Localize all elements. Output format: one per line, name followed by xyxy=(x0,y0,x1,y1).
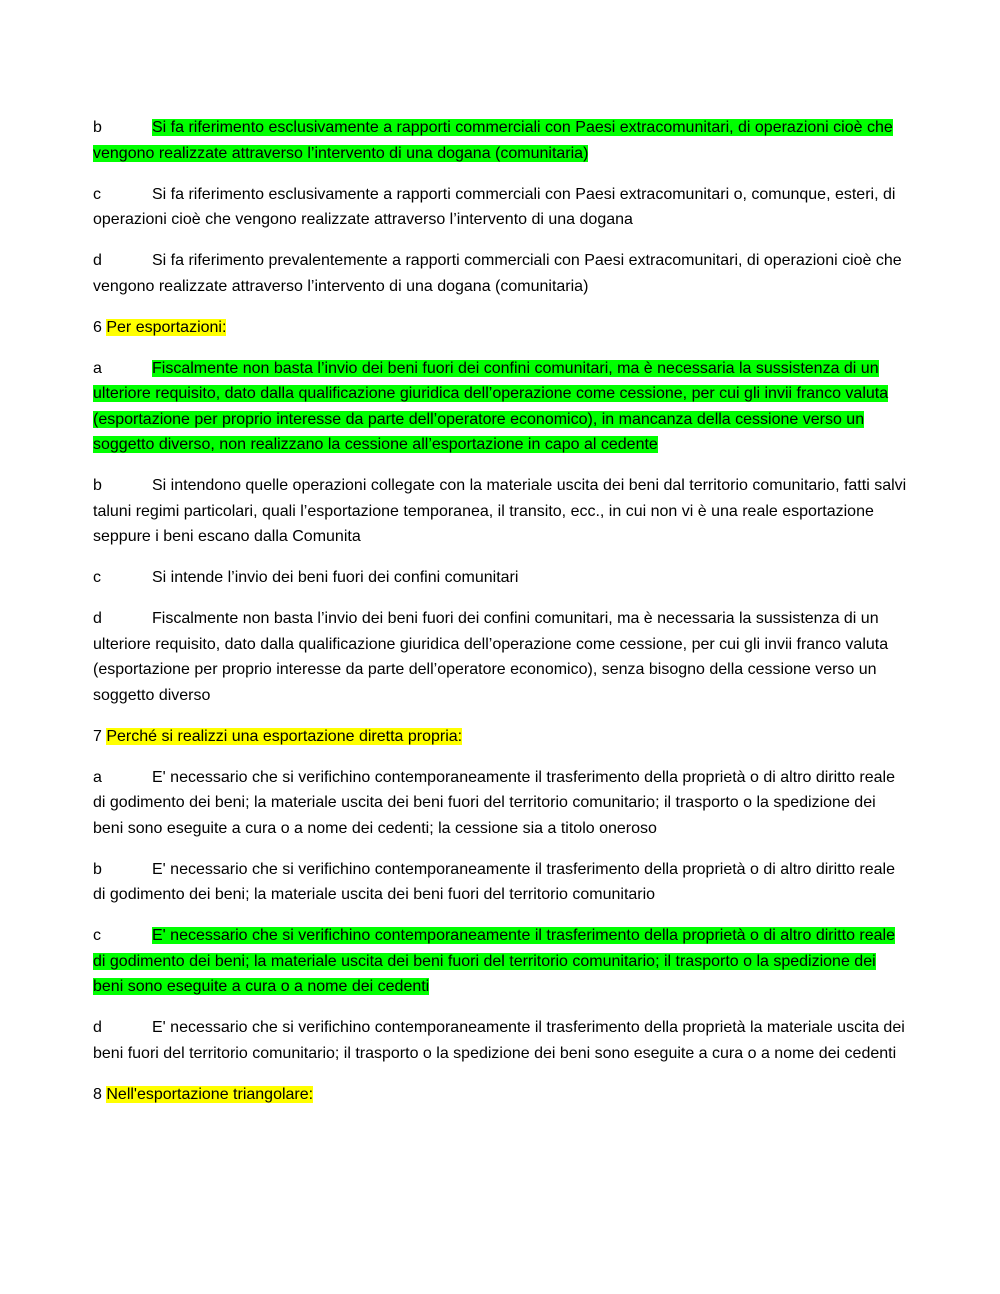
answer-option xyxy=(93,1015,908,1066)
question-heading xyxy=(93,724,908,750)
option-letter: b xyxy=(93,860,102,878)
option-letter: c xyxy=(93,185,101,203)
document-body xyxy=(93,115,908,1123)
question-number: 7 xyxy=(93,727,102,745)
answer-option xyxy=(93,115,908,166)
option-letter: b xyxy=(93,119,102,136)
option-letter: d xyxy=(93,252,102,269)
option-text: E' necessario che si verifichino contemporaneamente il trasferimento della proprietà o di altro diritto reale di godimento dei beni; la materiale uscita dei beni fuori del territorio comunitario xyxy=(93,860,895,903)
answer-option xyxy=(93,473,908,550)
answer-option xyxy=(93,765,908,842)
option-letter: d xyxy=(93,1019,102,1036)
question-text: Perché si realizzi una esportazione diretta propria: xyxy=(106,727,463,745)
question-number: 8 xyxy=(93,1085,102,1103)
question-text: Nell'esportazione triangolare: xyxy=(106,1085,314,1103)
option-letter: d xyxy=(93,610,102,627)
option-text: Si fa riferimento prevalentemente a rapporti commerciali con Paesi extracomunitari, di operazioni cioè che vengono realizzate attraverso l’intervento di una dogana (comunitaria) xyxy=(93,252,902,295)
option-letter: c xyxy=(93,569,101,586)
option-text-correct: E' necessario che si verifichino contemporaneamente il trasferimento della proprietà o di altro diritto reale di godimento dei beni; la materiale uscita dei beni fuori del territorio comunitario; il trasporto o la spedizione dei beni sono eseguite a cura o a nome dei cedenti xyxy=(93,927,895,995)
option-letter: c xyxy=(93,927,101,944)
option-letter: b xyxy=(93,477,102,494)
option-text-correct: Fiscalmente non basta l’invio dei beni fuori dei confini comunitari, ma è necessaria la sussistenza di un ulteriore requisito, dato dalla qualificazione giuridica dell’operazione come cessione, per cui gli invii franco valuta (esportazione per proprio interesse da parte dell’operatore economico), in mancanza della cessione verso un soggetto diverso, non realizzano la cessione all’esportazione in capo al cedente xyxy=(93,359,889,453)
answer-option xyxy=(93,857,908,908)
question-text: Per esportazioni: xyxy=(106,318,227,336)
option-text: E' necessario che si verifichino contemporaneamente il trasferimento della proprietà o di altro diritto reale di godimento dei beni; la materiale uscita dei beni fuori del territorio comunitario; il trasporto o la spedizione dei beni sono eseguite a cura o a nome dei cedenti; la cessione sia a titolo oneroso xyxy=(93,768,895,837)
option-text-correct: Si fa riferimento esclusivamente a rapporti commerciali con Paesi extracomunitari, di operazioni cioè che vengono realizzate attraverso l’intervento di una dogana (comunitaria) xyxy=(93,119,893,162)
question-heading xyxy=(93,1082,908,1108)
question-heading xyxy=(93,315,908,341)
answer-option xyxy=(93,248,908,299)
answer-option xyxy=(93,356,908,458)
answer-option xyxy=(93,923,908,1000)
option-letter: a xyxy=(93,768,102,786)
option-text: Si intendono quelle operazioni collegate con la materiale uscita dei beni dal territorio comunitario, fatti salvi taluni regimi particolari, quali l’esportazione temporanea, il transito, ecc., in cui non vi è una reale esportazione seppure i beni escano dalla Comunita xyxy=(93,477,907,545)
answer-option xyxy=(93,606,908,708)
option-letter: a xyxy=(93,359,102,377)
option-text: E' necessario che si verifichino contemporaneamente il trasferimento della proprietà la materiale uscita dei beni fuori del territorio comunitario; il trasporto o la spedizione dei beni sono eseguite a cura o a nome dei cedenti xyxy=(93,1019,905,1062)
option-text: Fiscalmente non basta l’invio dei beni fuori dei confini comunitari, ma è necessaria la sussistenza di un ulteriore requisito, dato dalla qualificazione giuridica dell’operazione come cessione, per cui gli invii franco valuta (esportazione per proprio interesse da parte dell’operatore economico), senza bisogno della cessione verso un soggetto diverso xyxy=(93,610,889,704)
option-text: Si fa riferimento esclusivamente a rapporti commerciali con Paesi extracomunitari o, comunque, esteri, di operazioni cioè che vengono realizzate attraverso l’intervento di una dogana xyxy=(93,185,896,228)
answer-option xyxy=(93,565,908,591)
answer-option xyxy=(93,182,908,233)
option-text: Si intende l’invio dei beni fuori dei confini comunitari xyxy=(152,569,519,586)
question-number: 6 xyxy=(93,318,102,336)
